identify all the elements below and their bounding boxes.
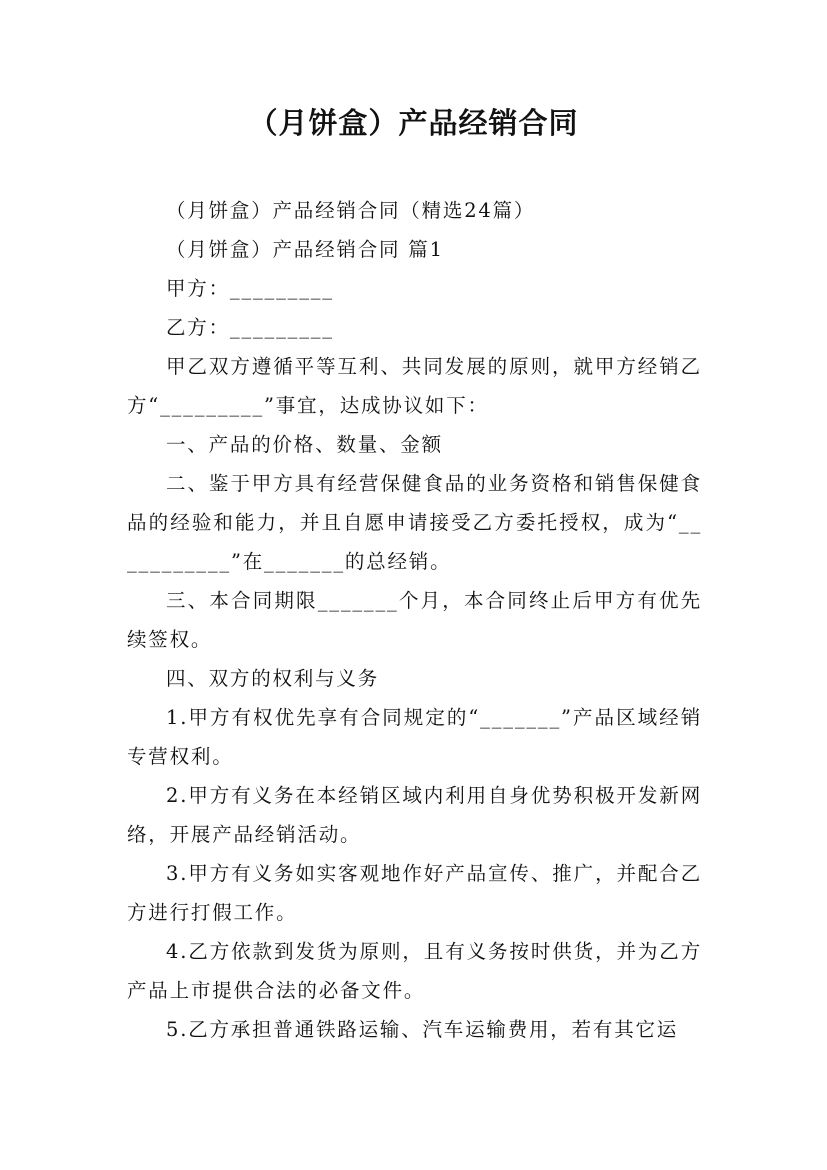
paragraph-preamble: 甲乙双方遵循平等互利、共同发展的原则，就甲方经销乙方“_________”事宜，达成协议如下： bbox=[127, 355, 702, 417]
paragraph-section-heading: （月饼盒）产品经销合同 篇1 bbox=[166, 238, 444, 261]
paragraph-party-b: 乙方：_________ bbox=[166, 316, 334, 339]
paragraph-clause-4: 四、双方的权利与义务 bbox=[166, 667, 380, 690]
paragraph-item-3: 3.甲方有义务如实客观地作好产品宣传、推广，并配合乙方进行打假工作。 bbox=[127, 862, 702, 924]
paragraph-clause-1: 一、产品的价格、数量、金额 bbox=[166, 433, 443, 456]
paragraph-item-1: 1.甲方有权优先享有合同规定的“_______”产品区域经销专营权利。 bbox=[127, 706, 702, 768]
paragraph-item-4: 4.乙方依款到发货为原则，且有义务按时供货，并为乙方产品上市提供合法的必备文件。 bbox=[127, 940, 702, 1002]
paragraph-subtitle: （月饼盒）产品经销合同（精选24篇） bbox=[166, 199, 536, 222]
paragraph-party-a: 甲方：_________ bbox=[166, 277, 334, 300]
paragraph-clause-2: 二、鉴于甲方具有经营保健食品的业务资格和销售保健食品的经验和能力，并且自愿申请接受乙方委托授权，成为“___________”在_______的总经销。 bbox=[127, 472, 702, 573]
document-body bbox=[127, 191, 702, 1049]
paragraph-clause-3: 三、本合同期限_______个月，本合同终止后甲方有优先续签权。 bbox=[127, 589, 702, 651]
paragraph-item-2: 2.甲方有义务在本经销区域内利用自身优势积极开发新网络，开展产品经销活动。 bbox=[127, 784, 702, 846]
paragraph-item-5: 5.乙方承担普通铁路运输、汽车运输费用，若有其它运 bbox=[166, 1018, 679, 1041]
document-title: （月饼盒）产品经销合同 bbox=[248, 106, 579, 140]
